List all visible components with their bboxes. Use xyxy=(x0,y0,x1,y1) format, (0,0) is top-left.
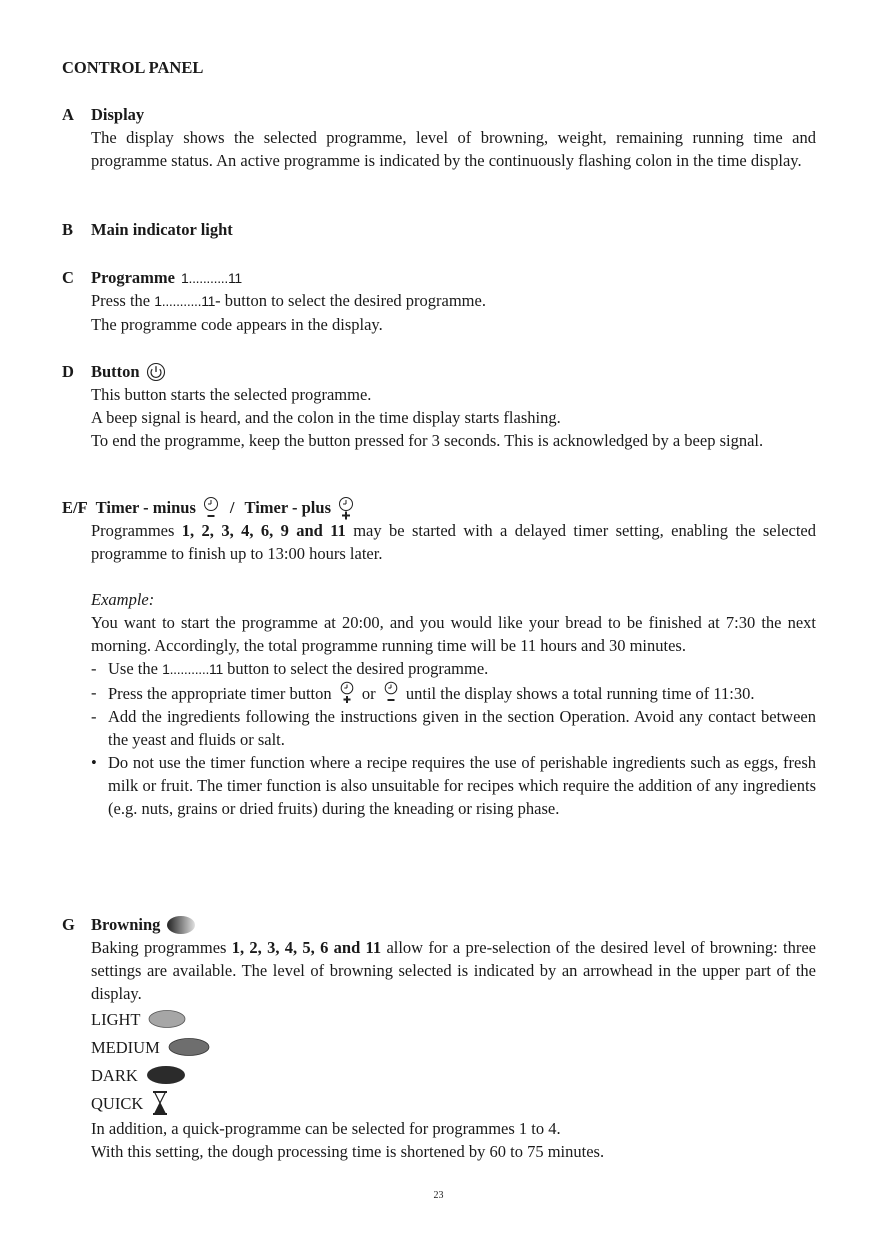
programme-numbers: 1, 2, 3, 4, 5, 6 and 11 xyxy=(231,938,382,957)
text: until the display shows a total running time of 11:30. xyxy=(405,684,755,703)
section-letter: A xyxy=(62,104,74,124)
separator: / xyxy=(229,497,235,517)
list-item xyxy=(91,751,816,820)
page-heading: CONTROL PANEL xyxy=(62,58,204,77)
list-marker: - xyxy=(91,683,97,702)
instruction-list xyxy=(91,657,816,820)
section-b xyxy=(62,218,816,241)
dark-browning-icon xyxy=(146,1065,186,1085)
text: Use the xyxy=(108,659,158,678)
page-number: 23 xyxy=(433,1190,444,1201)
section-title: Programme xyxy=(91,267,175,287)
timer-minus-icon xyxy=(202,496,220,520)
section-title: Timer - plus xyxy=(244,497,331,517)
text: This button starts the selected programme. xyxy=(91,385,372,404)
section-letter: C xyxy=(62,267,74,287)
section-d xyxy=(62,360,816,452)
power-icon xyxy=(146,362,166,382)
section-letter: G xyxy=(62,914,75,934)
light-browning-icon xyxy=(148,1009,186,1029)
text: allow for a pre-selection of the desired level of browning: three settings are available. The level of browning selected is indicated by an arrowhead in the upper part of the display. xyxy=(91,938,816,1003)
list-marker: - xyxy=(91,659,97,678)
example-label: Example: xyxy=(91,590,155,609)
browning-level-dark xyxy=(91,1061,816,1089)
level-label: DARK xyxy=(91,1065,138,1085)
section-letter: B xyxy=(62,219,74,239)
section-ef xyxy=(62,496,816,820)
text: button to select the desired programme. xyxy=(227,659,489,678)
section-g xyxy=(62,913,816,1163)
section-title: Display xyxy=(91,104,145,124)
timer-plus-icon xyxy=(339,681,355,705)
text: Press the appropriate timer button xyxy=(108,684,332,703)
section-title: Browning xyxy=(91,914,161,934)
text: Programmes xyxy=(91,521,175,540)
text: - button to select the desired programme. xyxy=(215,291,486,310)
section-title: Button xyxy=(91,361,140,381)
text: A beep signal is heard, and the colon in the time display starts flashing. xyxy=(91,408,561,427)
browning-gradient-icon xyxy=(166,915,196,935)
medium-browning-icon xyxy=(168,1037,210,1057)
example-text: You want to start the programme at 20:00, and you would like your bread to be finished at 7:30 the next morning. Accordingly, the total programme running time will be 11 hours and 30 minutes. xyxy=(91,613,816,655)
section-title: Timer - minus xyxy=(95,497,196,517)
text: The programme code appears in the display. xyxy=(91,315,383,334)
section-c xyxy=(62,266,816,336)
text: To end the programme, keep the button pressed for 3 seconds. This is acknowledged by a beep signal. xyxy=(91,431,764,450)
text: With this setting, the dough processing time is shortened by 60 to 75 minutes. xyxy=(91,1142,605,1161)
section-letter: D xyxy=(62,361,74,381)
list-bullet: • xyxy=(91,753,97,772)
list-marker: - xyxy=(91,707,97,726)
browning-level-light xyxy=(91,1005,816,1033)
text: Press the xyxy=(91,291,151,310)
timer-minus-icon xyxy=(383,681,399,705)
list-item xyxy=(91,705,816,751)
timer-plus-icon xyxy=(337,496,355,520)
browning-level-quick xyxy=(91,1089,816,1117)
text: Baking programmes xyxy=(91,938,227,957)
browning-level-medium xyxy=(91,1033,816,1061)
hourglass-icon xyxy=(151,1090,169,1116)
list-item xyxy=(91,657,816,681)
section-text: The display shows the selected programme, level of browning, weight, remaining running time and programme status. An active programme is indicated by the continuously flashing colon in the time display. xyxy=(91,128,816,170)
level-label: MEDIUM xyxy=(91,1037,160,1057)
programme-range-symbol: 1...........11 xyxy=(181,269,242,286)
text: In addition, a quick-programme can be selected for programmes 1 to 4. xyxy=(91,1119,561,1138)
section-letter: E/F xyxy=(62,497,88,517)
text: Add the ingredients following the instructions given in the section Operation. Avoid any contact between the yeast and fluids or salt. xyxy=(108,707,816,749)
section-title: Main indicator light xyxy=(91,219,233,239)
list-item xyxy=(91,681,816,705)
section-a xyxy=(62,103,816,172)
text: or xyxy=(361,684,376,703)
level-label: LIGHT xyxy=(91,1009,141,1029)
programme-range-symbol: 1...........11 xyxy=(162,661,223,677)
programme-numbers: 1, 2, 3, 4, 6, 9 and 11 xyxy=(181,521,346,540)
level-label: QUICK xyxy=(91,1093,144,1113)
text: Do not use the timer function where a recipe requires the use of perishable ingredients such as eggs, fresh milk or fruit. The timer function is also unsuitable for recipes which require the addition of any ingredients (e.g. nuts, grains or dried fruits) during the kneading or rising phase. xyxy=(108,753,816,818)
text: may be started with a delayed timer setting, enabling the selected programme to finish up to 13:00 hours later. xyxy=(91,521,817,563)
programme-range-symbol: 1...........11 xyxy=(154,293,216,309)
